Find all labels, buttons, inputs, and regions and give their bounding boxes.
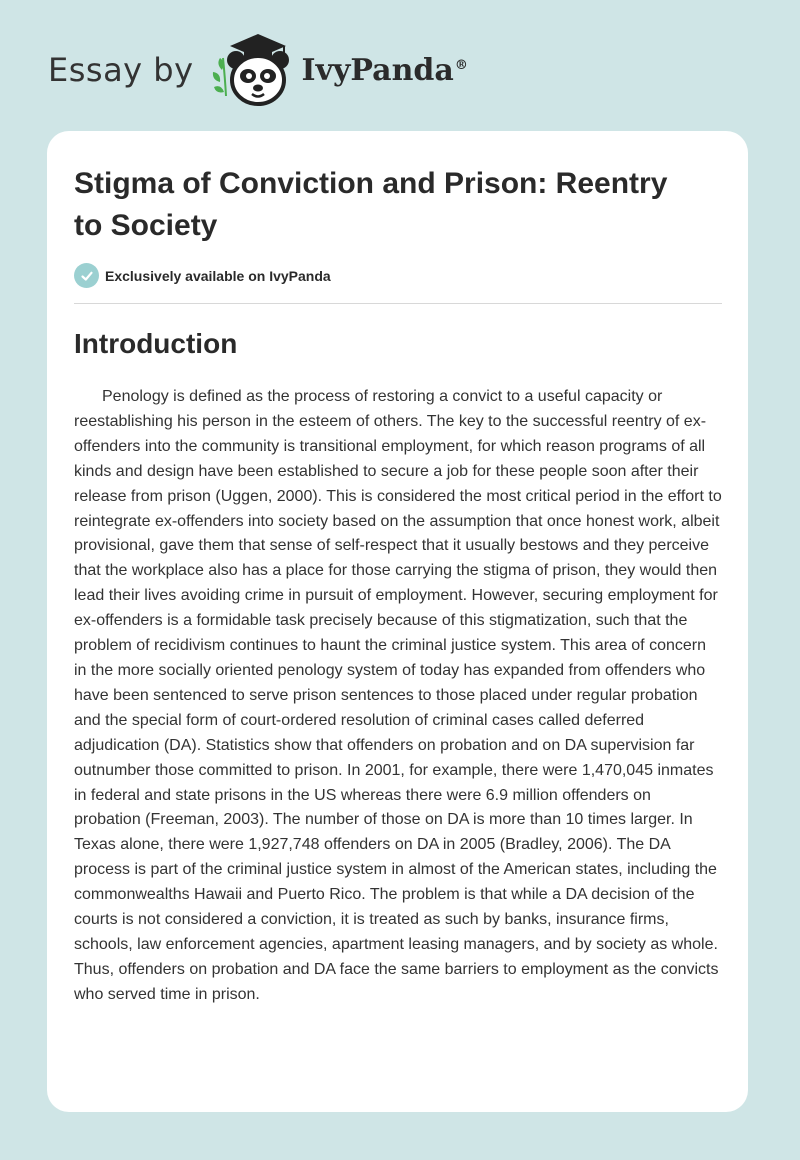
essay-by-label: Essay by	[48, 51, 194, 89]
ivypanda-logo-icon	[208, 30, 298, 110]
section-heading: Introduction	[74, 328, 238, 359]
exclusive-badge	[74, 263, 331, 288]
article-title: Stigma of Conviction and Prison: Reentry to Society	[74, 167, 668, 242]
divider	[74, 303, 722, 304]
body-paragraph: Penology is defined as the process of restoring a convict to a useful capacity or reestablishing his person in the esteem of others. The key to the successful reentry of ex-offenders into the community is transitional employment, for which reason programs of all kinds and design have been established to secure a job for these people soon after their release from prison (Uggen, 2000). This is considered the most critical period in the effort to reintegrate ex-offenders into society based on the assumption that once honest work, albeit provisional, gave them that sense of self-respect that it usually bestows and they perceive that the workplace also has a place for those carrying the stigma of prison, they would then lead their lives avoiding crime in pursuit of employment. However, securing employment for ex-offenders is a formidable task precisely because of this stigmatization, such that the problem of recidivism continues to haunt the criminal justice system. This area of concern in the more socially oriented penology system of today has expanded from offenders who have been sentenced to serve prison sentences to those placed under regular probation and the special form of court-ordered resolution of criminal cases called deferred adjudication (DA). Statistics show that offenders on probation and on DA supervision far outnumber those committed to prison. In 2001, for example, there were 1,470,045 inmates in federal and state prisons in the US whereas there were 6.9 million offenders on probation (Freeman, 2003). The number of those on DA is more than 10 times larger. In Texas alone, there were 1,927,748 offenders on DA in 2005 (Bradley, 2006). The DA process is part of the criminal justice system in almost of the American states, including the commonwealths Hawaii and Puerto Rico. The problem is that while a DA decision of the courts is not considered a conviction, it is treated as such by banks, insurance firms, schools, law enforcement agencies, apartment leasing managers, and by society as whole. Thus, offenders on probation and DA face the same barriers to employment as the convicts who served time in prison.	[74, 388, 722, 1003]
article-card	[47, 131, 748, 1112]
badge-text: Exclusively available on IvyPanda	[105, 267, 331, 284]
check-circle-icon	[74, 263, 99, 288]
ivypanda-logo-link[interactable]	[208, 30, 468, 110]
site-header	[48, 30, 468, 110]
brand-name: IvyPanda®	[301, 52, 468, 88]
